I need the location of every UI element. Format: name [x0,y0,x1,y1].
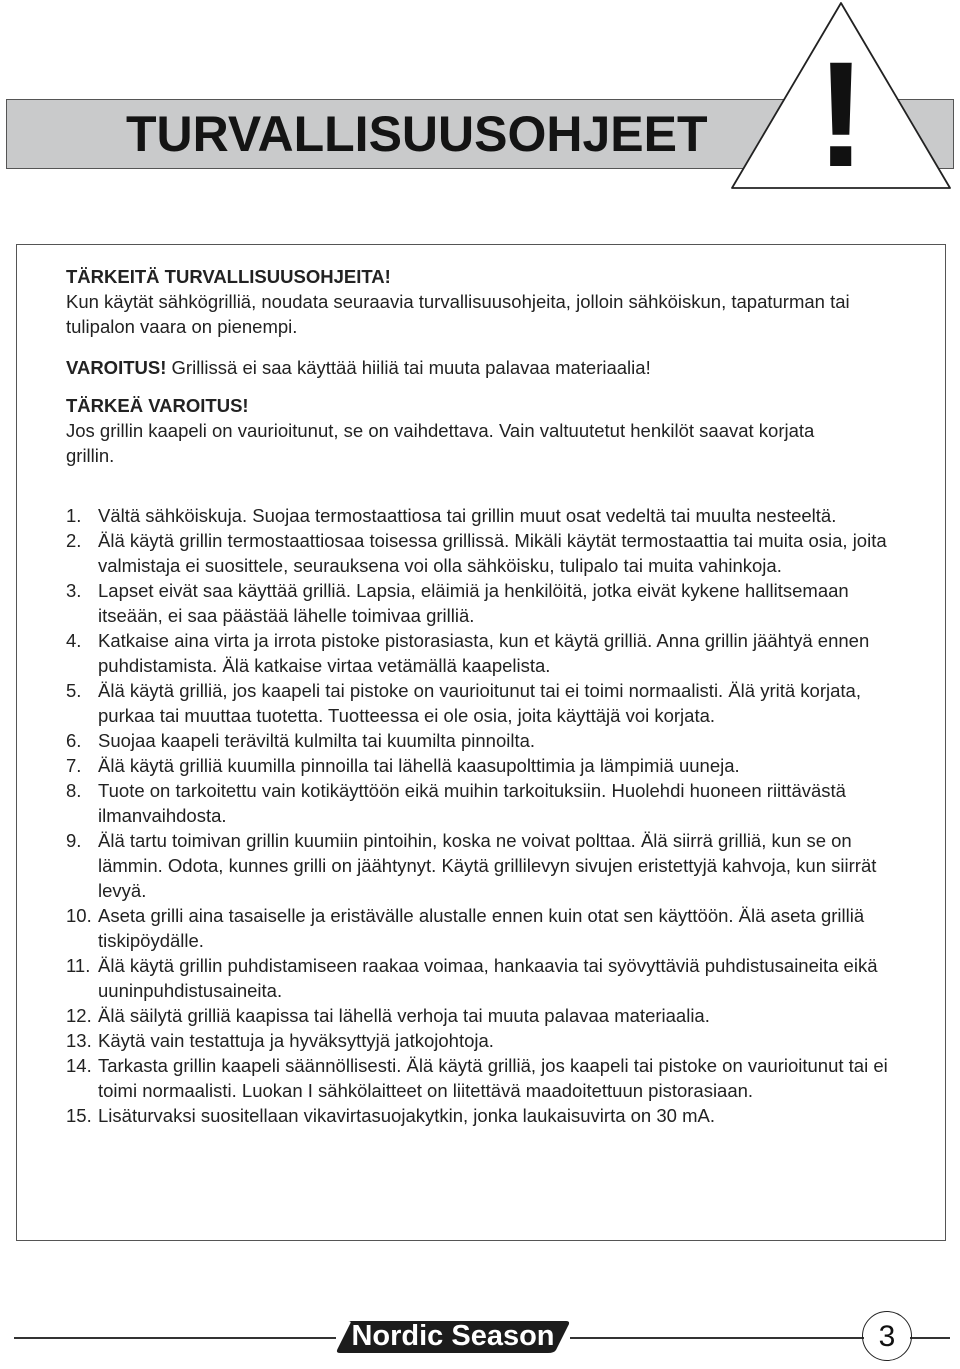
footer-rule-left [14,1337,336,1339]
list-item-text: Katkaise aina virta ja irrota pistoke pistorasiasta, kun et käytä grilliä. Anna grillin jäähtyä ennen puhdistamista. Älä katkaise virtaa vetämällä kaapelista. [98,630,870,676]
list-item-text: Vältä sähköiskuja. Suojaa termostaattiosa tai grillin muut osat vedeltä tai muulta nesteeltä. [98,505,837,526]
list-item-text: Tarkasta grillin kaapeli säännöllisesti. Älä käytä grilliä, jos kaapeli tai pistoke on vaurioitunut tai ei toimi normaalisti. Luokan I sähkölaitteet on liitettävä maadoitettuun pistorasiaan. [98,1055,888,1101]
page-number: 3 [878,1320,896,1353]
list-item-number: 2. [66,530,82,551]
footer-rule-right [910,1337,950,1339]
list-item-text: Tuote on tarkoitettu vain kotikäyttöön eikä muihin tarkoituksiin. Huolehdi huoneen riittävästä ilmanvaihdosta. [98,780,846,826]
page-title: TURVALLISUUSOHJEET [126,106,708,162]
list-item-text: Käytä vain testattuja ja hyväksyttyjä jatkojohtoja. [98,1030,494,1051]
list-item-text: Älä käytä grilliä kuumilla pinnoilla tai lähellä kaasupolttimia ja lämpimiä uuneja. [98,755,740,776]
list-item [66,503,896,528]
list-item [66,728,896,753]
list-item-number: 4. [66,630,82,651]
list-item-text: Älä käytä grillin puhdistamiseen raakaa voimaa, hankaavia tai syövyttäviä puhdistusaineita eikä uuninpuhdistusaineita. [98,955,878,1001]
list-item-number: 11. [66,955,91,976]
list-item-text: Älä tartu toimivan grillin kuumiin pintoihin, koska ne voivat polttaa. Älä siirrä grilliä, kun se on lämmin. Odota, kunnes grilli on jäähtynyt. Käytä grillilevyn sivujen eristettyjä kahvoja, kun siirrät levyä. [98,830,877,901]
list-item-number: 10. [66,905,92,926]
list-item [66,778,896,828]
intro-text: Kun käytät sähkögrilliä, noudata seuraavia turvallisuusohjeita, jolloin sähköiskun, tapaturman tai tulipalon vaara on pienempi. [66,291,850,337]
list-item-number: 9. [66,830,82,851]
list-item [66,1053,896,1103]
list-item-number: 12. [66,1005,92,1026]
list-item-text: Älä käytä grilliä, jos kaapeli tai pistoke on vaurioitunut tai ei toimi normaalisti. Älä yritä korjata, purkaa tai muuttaa tuotetta. Tuotteessa ei ole osia, joita käyttäjä voi korjata. [98,680,861,726]
list-item-text: Älä säilytä grilliä kaapissa tai lähellä verhoja tai muuta palavaa materiaalia. [98,1005,710,1026]
warning-line [66,355,906,380]
list-item [66,903,896,953]
list-item [66,1003,896,1028]
list-item-text: Suojaa kaapeli teräviltä kulmilta tai kuumilta pinnoilta. [98,730,536,751]
warning-exclamation: ! [816,30,866,192]
list-item-text: Älä käytä grillin termostaattiosaa toisessa grillissä. Mikäli käytät termostaattia tai muita osia, joita valmistaja ei suosittele, seurauksena voi olla sähköisku, tulipalo tai muita vahinkoja. [98,530,887,576]
instruction-list [66,503,896,1128]
list-item [66,753,896,778]
brand-logo: Nordic Season [351,1320,555,1352]
list-item [66,1103,896,1128]
list-item-number: 8. [66,780,82,801]
list-item-number: 13. [66,1030,92,1051]
list-item [66,1028,896,1053]
list-item-number: 14. [66,1055,92,1076]
list-item [66,628,896,678]
important-warning-text: Jos grillin kaapeli on vaurioitunut, se on vaihdettava. Vain valtuutetut henkilöt saavat korjata grillin. [66,420,815,466]
warning-label: VAROITUS! [66,357,167,378]
warning-triangle-icon [729,0,953,192]
list-item-number: 1. [66,505,82,526]
list-item [66,528,896,578]
list-item-number: 5. [66,680,82,701]
list-item-text: Aseta grilli aina tasaiselle ja eristävälle alustalle ennen kuin otat sen käyttöön. Älä aseta grilliä tiskipöydälle. [98,905,865,951]
list-item [66,828,896,903]
list-item-number: 3. [66,580,82,601]
list-item [66,953,896,1003]
list-item-text: Lapset eivät saa käyttää grilliä. Lapsia, eläimiä ja henkilöitä, jotka eivät kykene hallitsemaan itseään, ei saa päästää lähelle toimivaa grilliä. [98,580,849,626]
important-warning-label: TÄRKEÄ VAROITUS! [66,395,249,416]
list-item-text: Lisäturvaksi suositellaan vikavirtasuojakytkin, jonka laukaisuvirta on 30 mA. [98,1105,715,1126]
list-item-number: 6. [66,730,82,751]
list-item-number: 15. [66,1105,92,1126]
warning-text: Grillissä ei saa käyttää hiiliä tai muuta palavaa materiaalia! [166,357,651,378]
footer-rule-middle [570,1337,864,1339]
list-item-number: 7. [66,755,82,776]
list-item [66,578,896,628]
list-item [66,678,896,728]
intro-heading: TÄRKEITÄ TURVALLISUUSOHJEITA! [66,266,391,287]
